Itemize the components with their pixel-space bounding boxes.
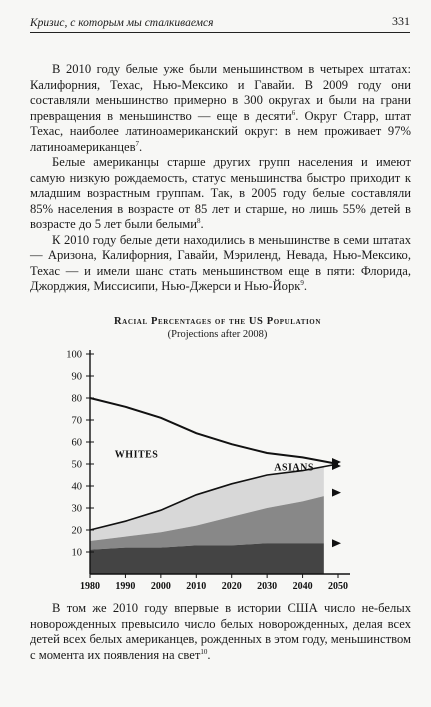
paragraph-2-text: Белые американцы старше других групп населения и имеют самую низкую рождаемость, статус меньшинства быстро приходит к младшим возрастным группам. Так, в 2005 году белые составляли 85% населения в возрасте от 85 лет и старше, но лишь 55% детей в возрасте до 5 лет были белыми: [30, 155, 411, 231]
x-tick-label: 2000: [150, 581, 171, 592]
x-tick-label: 2040: [292, 581, 313, 592]
paragraph-2: [30, 155, 411, 233]
y-tick-label: 90: [71, 371, 82, 383]
page-number: 331: [392, 14, 410, 28]
y-tick-label: 50: [71, 459, 82, 471]
y-tick-label: 40: [71, 481, 82, 493]
x-tick-label: 2010: [186, 581, 207, 592]
x-tick-label: 2030: [257, 581, 278, 592]
closing-text: [30, 601, 411, 663]
whites-label: WHITES: [114, 449, 159, 461]
paragraph-1-text-3: .: [139, 139, 143, 154]
body-text: [30, 62, 411, 295]
y-tick-label: 70: [71, 415, 82, 427]
paragraph-4-text: В том же 2010 году впервые в истории США число не-белых новорожденных превысило число белых новорожденных, делая всех детей всех белых американцев, рожденных в этом году, меньшинством с момента их появления на свет: [30, 601, 411, 662]
x-tick-label: 2050: [328, 581, 348, 592]
footnote-ref: 7: [135, 139, 140, 148]
x-tick-label: 2020: [221, 581, 242, 592]
y-tick-label: 80: [71, 393, 82, 405]
y-tick-label: 100: [66, 349, 82, 361]
chart-title: Racial Percentages of the US Population: [113, 316, 321, 327]
chart-subtitle: (Projections after 2008): [167, 329, 268, 340]
footnote-ref: 6: [291, 108, 296, 117]
y-tick-label: 10: [71, 547, 82, 559]
paragraph-4-end: .: [207, 647, 211, 662]
lower-band-arrow: [332, 539, 341, 547]
lower-band-area: [90, 543, 324, 574]
chapter-title: Кризис, с которым мы сталкиваемся: [30, 17, 214, 29]
paragraph-1-text-2: . Округ Старр, штат Техас, наиболее латиноамериканский округ: в нем проживает 97% латиноамериканцев: [30, 108, 412, 154]
asians-label: ASIANS: [274, 462, 314, 474]
y-tick-label: 20: [71, 525, 82, 537]
paragraph-2-text-2: .: [200, 217, 204, 231]
paragraph-1: [30, 62, 411, 155]
footnote-ref: 9: [300, 278, 304, 287]
paragraph-1-text: В 2010 году белые уже были меньшинством в четырех штатах: Калифорния, Техас, Нью-Мексико и Гавайи. В 2009 году они составляли меньшинство примерно в 300 округах и были на грани превращения в меньшинство — еще в десяти: [30, 62, 411, 123]
x-tick-label: 1980: [80, 581, 100, 592]
paragraph-4: [30, 601, 411, 663]
chart-plot: [20, 316, 415, 592]
population-chart: [20, 316, 415, 592]
paragraph-3-text-2: .: [303, 279, 308, 293]
middle-band-arrow: [332, 489, 341, 497]
y-tick-label: 30: [71, 503, 82, 515]
footnote-ref: 8: [197, 216, 201, 225]
paragraph-3-text: К 2010 году белые дети находились в меньшинстве в семи штатах — Аризона, Калифорния, Гавайи, Мэриленд, Невада, Нью-Мексико, Техас — и имели шанс стать меньшинством еще в пяти: Флорида, Джорджия, Миссисипи, Нью-Джерси и Нью-Йорк: [30, 232, 411, 293]
footnote-ref: 10: [200, 647, 208, 656]
paragraph-3: [30, 233, 411, 295]
running-header: [30, 14, 410, 33]
x-tick-label: 1990: [115, 581, 136, 592]
y-tick-label: 60: [71, 437, 82, 449]
